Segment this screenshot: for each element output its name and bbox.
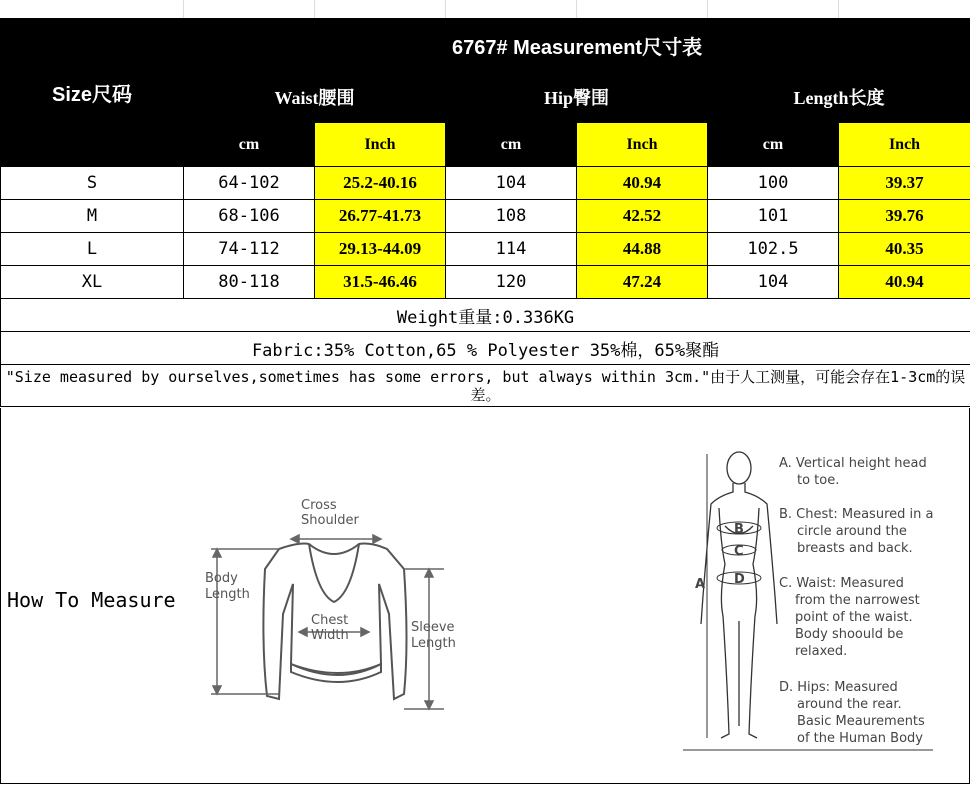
body-length-label: Length: [205, 587, 250, 602]
fabric-row: Fabric:35% Cotton,65 % Polyester 35%棉，65%聚酯: [1, 332, 970, 365]
spreadsheet-top-strip: [0, 0, 970, 19]
cross-shoulder-label: Cross: [301, 498, 337, 513]
waist-inch-header: Inch: [315, 123, 446, 167]
table-row: [1, 266, 970, 299]
waist-inch-cell: 29.13-44.09: [315, 233, 446, 266]
hip-inch-cell: 42.52: [577, 200, 708, 233]
sweater-measure-diagram: [199, 494, 469, 724]
note-d-line: Basic Meaurements: [797, 714, 925, 729]
note-d-line: around the rear.: [797, 697, 902, 712]
marker-b: B: [734, 522, 744, 537]
note-b-line: breasts and back.: [797, 541, 913, 556]
waist-cm-cell: 80-118: [184, 266, 315, 299]
note-c-line: from the narrowest: [795, 593, 920, 608]
marker-a: A: [695, 577, 706, 592]
table-title: 6767# Measurement尺寸表: [184, 19, 970, 72]
body-measure-diagram: [681, 446, 951, 756]
hip-cm-header: cm: [446, 123, 577, 167]
chest-width-label: Chest: [311, 613, 349, 628]
size-cell: M: [1, 200, 184, 233]
body-length-label: Body: [205, 571, 238, 586]
length-cm-cell: 104: [708, 266, 839, 299]
note-b-line: circle around the: [797, 524, 907, 539]
length-inch-cell: 39.37: [839, 167, 970, 200]
weight-row: Weight重量:0.336KG: [1, 299, 970, 332]
body-notes: [779, 456, 933, 746]
waist-cm-header: cm: [184, 123, 315, 167]
table-row: [1, 167, 970, 200]
chest-width-label: Width: [311, 628, 349, 643]
note-c-line: Body shoould be: [795, 627, 904, 642]
length-inch-cell: 40.35: [839, 233, 970, 266]
note-c-line: C. Waist: Measured: [779, 576, 904, 591]
hip-inch-cell: 40.94: [577, 167, 708, 200]
size-cell: S: [1, 167, 184, 200]
length-cm-header: cm: [708, 123, 839, 167]
marker-d: D: [734, 572, 745, 587]
hip-inch-header: Inch: [577, 123, 708, 167]
length-group-header: Length长度: [708, 72, 970, 123]
hip-group-header: Hip臀围: [446, 72, 708, 123]
hip-inch-cell: 44.88: [577, 233, 708, 266]
hip-cm-cell: 108: [446, 200, 577, 233]
note-d-line: of the Human Body: [797, 731, 923, 746]
waist-cm-cell: 64-102: [184, 167, 315, 200]
length-cm-cell: 101: [708, 200, 839, 233]
cross-shoulder-label: Shoulder: [301, 513, 359, 528]
how-to-measure-section: [0, 408, 970, 784]
sleeve-length-label: Sleeve: [411, 620, 455, 635]
size-table: [0, 18, 970, 407]
waist-inch-cell: 25.2-40.16: [315, 167, 446, 200]
how-to-measure-label: How To Measure: [7, 588, 176, 612]
note-c-line: point of the waist.: [795, 610, 913, 625]
waist-inch-cell: 31.5-46.46: [315, 266, 446, 299]
length-inch-cell: 40.94: [839, 266, 970, 299]
human-body-icon: [701, 452, 777, 738]
waist-cm-cell: 74-112: [184, 233, 315, 266]
size-header: Size尺码: [1, 19, 184, 167]
note-c-line: relaxed.: [795, 644, 848, 659]
hip-cm-cell: 104: [446, 167, 577, 200]
size-cell: L: [1, 233, 184, 266]
length-inch-cell: 39.76: [839, 200, 970, 233]
table-row: [1, 200, 970, 233]
waist-inch-cell: 26.77-41.73: [315, 200, 446, 233]
note-a-line: to toe.: [797, 473, 840, 488]
sleeve-length-label: Length: [411, 636, 456, 651]
note-d-line: D. Hips: Measured: [779, 680, 898, 695]
measurement-note: "Size measured by ourselves,sometimes has some errors, but always within 3cm."由于人工测量，可能会存在1-3cm的误差。: [1, 365, 970, 407]
length-cm-cell: 102.5: [708, 233, 839, 266]
note-b-line: B. Chest: Measured in a: [779, 507, 934, 522]
hip-cm-cell: 120: [446, 266, 577, 299]
hip-inch-cell: 47.24: [577, 266, 708, 299]
waist-cm-cell: 68-106: [184, 200, 315, 233]
waist-group-header: Waist腰围: [184, 72, 446, 123]
length-inch-header: Inch: [839, 123, 970, 167]
size-cell: XL: [1, 266, 184, 299]
marker-c: C: [734, 544, 744, 559]
note-a-line: A. Vertical height head: [779, 456, 927, 471]
hip-cm-cell: 114: [446, 233, 577, 266]
table-row: [1, 233, 970, 266]
length-cm-cell: 100: [708, 167, 839, 200]
